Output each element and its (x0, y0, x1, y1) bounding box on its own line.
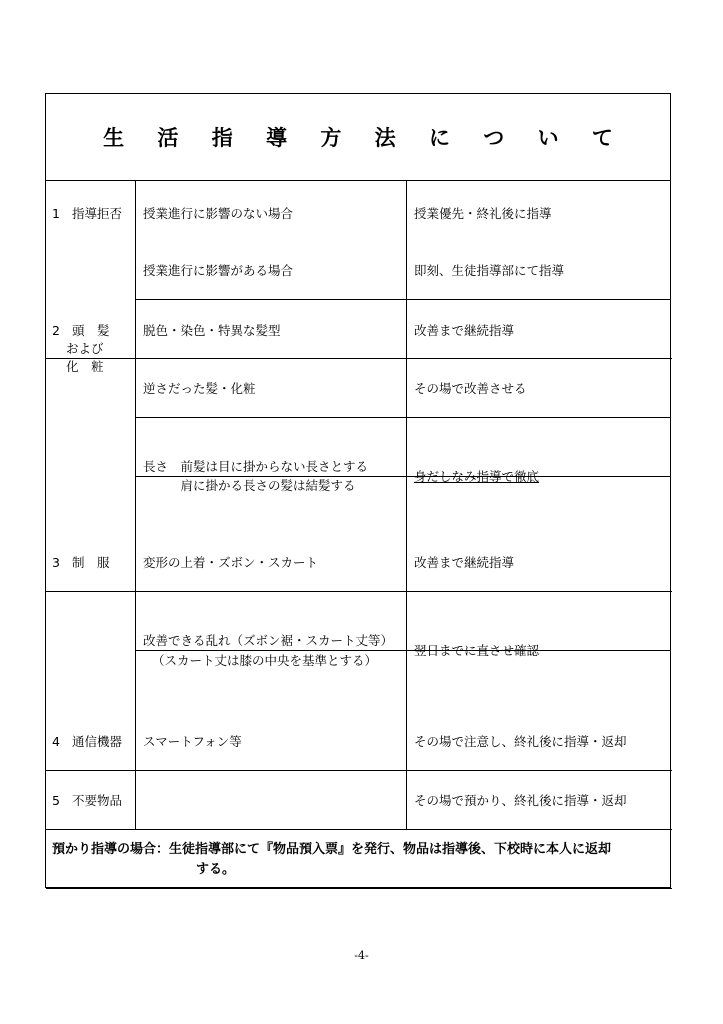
custody-note (52, 840, 611, 880)
action-cell: 改善まで継続指導 (414, 323, 515, 338)
guidance-table (45, 93, 671, 888)
column-divider (406, 181, 407, 829)
section-divider (46, 770, 672, 771)
section-number: 1 (52, 206, 60, 221)
action-cell: 即刻、生徒指導部にて指導 (414, 263, 565, 278)
section-title: 頭 髪 (71, 323, 110, 338)
section-divider (46, 829, 672, 830)
action-cell: その場で改善させる (414, 381, 527, 396)
title-cell (46, 94, 670, 181)
page-title: 生 活 指 導 方 法 に つ い て (103, 126, 626, 150)
situation-cell: 変形の上着・ズボン・スカート (143, 555, 319, 570)
action-cell: 翌日までに直させ確認 (414, 643, 540, 658)
section-number: 2 (52, 323, 60, 338)
situation-cell: 脱色・染色・特異な髪型 (143, 323, 281, 338)
situation-cell-line: 改善できる乱れ（ズボン裾・スカート丈等） (143, 633, 394, 648)
section-title: 不要物品 (71, 793, 122, 808)
action-cell: 身だしなみ指導で徹底 (414, 469, 540, 484)
row-divider (135, 650, 671, 651)
section-title: 制 服 (71, 555, 110, 570)
section-number: 5 (52, 793, 60, 808)
section-1-label (52, 205, 122, 223)
section-title-line: 化 粧 (66, 359, 104, 374)
situation-cell: 逆さだった髪・化粧 (143, 381, 256, 396)
section-number: 3 (52, 555, 60, 570)
situation-cell: 授業進行に影響のない場合 (143, 206, 294, 221)
column-divider (135, 181, 136, 829)
situation-cell-line: 肩に掛かる長さの髪は結髪する (143, 478, 356, 493)
situation-cell-line: 長さ 前髪は目に掛からない長さとする (143, 459, 369, 474)
row-divider (135, 417, 671, 418)
situation-cell-line: （スカート丈は膝の中央を基準とする） (152, 653, 378, 668)
row-divider (135, 299, 671, 300)
section-title: 指導拒否 (71, 206, 122, 221)
situation-cell: スマートフォン等 (143, 734, 242, 749)
note-line: 預かり指導の場合：生徒指導部にて『物品預入票』を発行、物品は指導後、下校時に本人に返却 (52, 842, 612, 857)
section-divider (46, 358, 672, 359)
section-title: 通信機器 (71, 734, 122, 749)
action-cell: その場で注意し、終礼後に指導・返却 (414, 734, 627, 749)
section-5-label (52, 792, 122, 810)
note-line: する。 (196, 862, 236, 877)
section-2-label (52, 322, 109, 340)
action-cell: 授業優先・終礼後に指導 (414, 206, 552, 221)
section-3-label (52, 554, 109, 572)
section-title-line: および (66, 341, 104, 356)
section-4-label (52, 733, 122, 751)
situation-cell: 授業進行に影響がある場合 (143, 263, 294, 278)
section-number: 4 (52, 734, 60, 749)
section-divider (46, 888, 672, 889)
action-cell: その場で預かり、終礼後に指導・返却 (414, 793, 627, 808)
action-cell: 改善まで継続指導 (414, 555, 515, 570)
section-divider (46, 591, 672, 592)
page-number: -4- (354, 949, 369, 962)
row-divider (135, 476, 671, 477)
